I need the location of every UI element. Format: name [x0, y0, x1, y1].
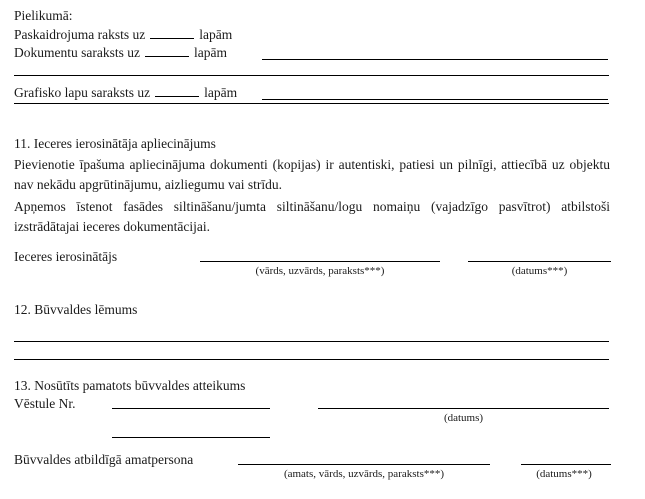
separator-line-1	[14, 75, 609, 76]
section-11-heading: 11. Ieceres ierosinātāja apliecinājums	[14, 136, 216, 151]
applicant-date-line	[468, 246, 611, 262]
letter-number-label: Vēstule Nr.	[14, 396, 76, 411]
official-date-caption: (datums***)	[536, 468, 592, 480]
applicant-signature-line	[200, 246, 440, 262]
attachments-line-2	[14, 44, 227, 61]
decision-fill-line-1	[14, 341, 609, 342]
attachments-line-3-suffix: lapām	[204, 85, 238, 100]
attachments-line-1-prefix: Paskaidrojuma raksts uz	[14, 27, 146, 42]
letter-date-line	[318, 393, 609, 409]
section-13-heading: 13. Nosūtīts pamatots būvvaldes atteikums	[14, 378, 246, 393]
separator-line-2	[14, 103, 609, 104]
applicant-label: Ieceres ierosinātājs	[14, 249, 118, 264]
section-12-heading: 12. Būvvaldes lēmums	[14, 302, 138, 317]
pages-count-blank-1	[150, 26, 194, 39]
section-11-paragraph-1: Pievienotie īpašuma apliecinājuma dokumenti (kopijas) ir autentiski, patiesi un pilnīgi, attiecībā uz objektu nav nekādu apgrūtinājumu, aizliegumu vai strīdu.	[14, 157, 610, 192]
attachments-line-3	[14, 84, 237, 101]
pages-count-blank-2	[145, 44, 189, 57]
applicant-signature-caption: (vārds, uzvārds, paraksts***)	[255, 265, 385, 277]
attachments-line-2-prefix: Dokumentu saraksts uz	[14, 45, 140, 60]
attachments-line-1	[14, 26, 232, 43]
attachments-line-1-suffix: lapām	[199, 27, 233, 42]
letter-date-caption: (datums)	[443, 412, 484, 424]
documents-list-fill-line	[262, 44, 608, 60]
official-signature-caption: (amats, vārds, uzvārds, paraksts***)	[283, 468, 445, 480]
attachments-line-3-prefix: Grafisko lapu saraksts uz	[14, 85, 151, 100]
official-signature-line	[238, 449, 490, 465]
letter-extra-line	[112, 422, 270, 438]
attachments-title: Pielikumā:	[14, 8, 73, 23]
applicant-date-caption: (datums***)	[511, 265, 568, 277]
pages-count-blank-3	[155, 84, 199, 97]
section-11-paragraph-2: Apņemos īstenot fasādes siltināšanu/jumta siltināšanu/logu nomaiņu (vajadzīgo pasvītrot) atbilstoši izstrādātajai ieceres dokumentācijai.	[14, 199, 610, 234]
graphic-sheets-fill-line	[262, 84, 608, 100]
letter-number-line	[112, 393, 270, 409]
decision-fill-line-2	[14, 359, 609, 360]
attachments-line-2-suffix: lapām	[193, 45, 227, 60]
official-label: Būvvaldes atbildīgā amatpersona	[14, 452, 194, 467]
official-date-line	[521, 449, 611, 465]
